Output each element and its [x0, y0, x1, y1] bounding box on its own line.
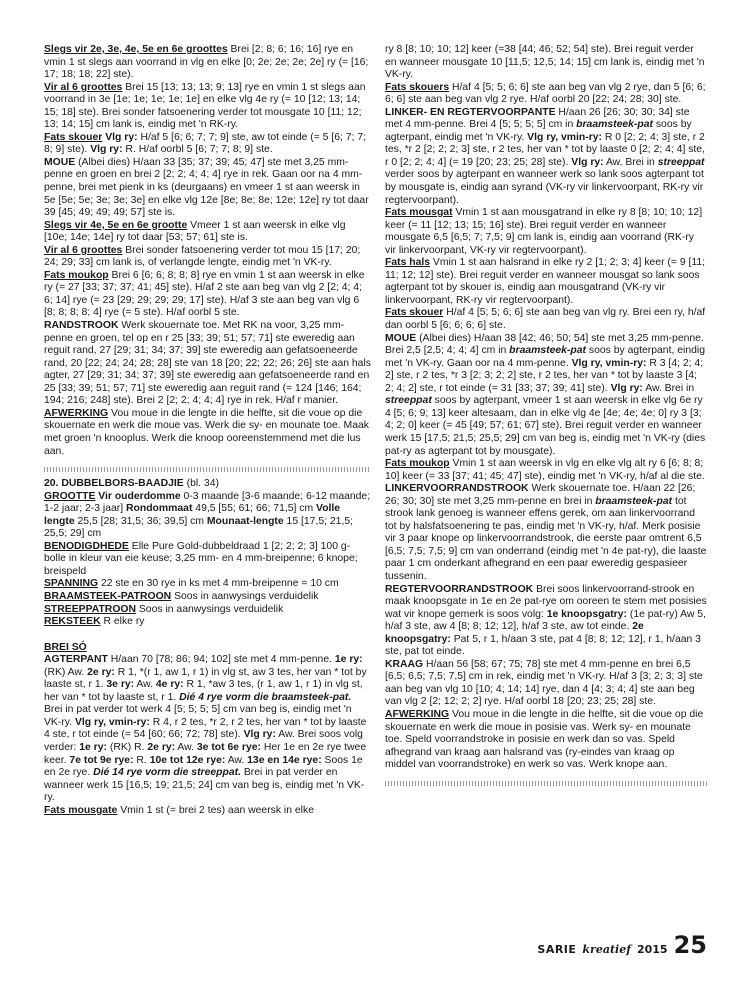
run-text: Brei soos linkervoorrand-strook en maak knoopsgate in 1e en 2e pat-rye om ooreen te stem met posisies wat vir knope gemerk is soos volg: [385, 583, 707, 620]
para-streeppatroon [44, 604, 371, 617]
run-emphasis: Vlg ry: [243, 729, 276, 741]
para-fats-moukop-right [385, 458, 707, 483]
run-text: H/aan 56 [58; 67; 75; 78] ste met 4 mm-penne en brei 6,5 [6,5; 6,5; 7,5; 7,5] cm in rek, eindig met 'n VK-ry. H/af 3 [3; 2; 3; 3] ste aan beg van vlg 10 [10; 4; 14; 14] rye, dan 4 [4; 3; 4; 4] ste aan beg van vlg 2 [2; 12; 2; 2] rye. H/af oorbl 18 [20; 23; 25; 28] ste. [385, 658, 703, 708]
brei-so-heading: BREI SÓ [44, 641, 87, 653]
para-regtervoorrandstrook [385, 584, 707, 659]
run-text: Soos in aanwysings verduidelik [135, 603, 284, 615]
page-number: 25 [673, 931, 707, 959]
para-agterpant [44, 654, 371, 805]
run-emphasis: Slegs vir 2e, 3e, 4e, 5e en 6e groottes [44, 44, 228, 55]
run-emphasis: Fats moukop [44, 269, 109, 281]
run-emphasis: 7e tot 9e rye: [69, 754, 134, 766]
run-text: 22 ste en 30 rye in ks met 4 mm-breipenne = 10 cm [98, 578, 339, 590]
run-text: soos by agterpant, vmeer 1 st aan weersk in elke vlg 6e ry 4 [5; 6; 9; 13] keer altesaam, dan in elke vlg 4e [4e; 4e; 4e; 0] ry 3 [3; 4; 2; 0] keer (= 45 [49; 57; 61; 67] ste). Brei reguit verder en wanneer werk 15 [17,5; 21,5; 25,5; 29] cm van beg is, eindig met 'n VK-ry (dies pat-ry as agterpant tot by mousgate). [385, 395, 706, 457]
run-emphasis: Vlg ry: [105, 131, 138, 143]
run-emphasis: Vlg ry, vmin-ry: [571, 357, 647, 369]
run-text: (1e pat-ry) Aw 5, h/af 3 ste, aw 4 [8; 8; 12; 12], h/af 3 ste, aw tot einde. [385, 608, 706, 633]
para-afwerking-right [385, 709, 707, 772]
run-emphasis: 2e ry: [147, 741, 176, 753]
run-text: Brei 15 [13; 13; 13; 9; 13] rye en vmin 1 st slegs aan voorrand in 3e [1e; 1e; 1e; 1e; 1e] en elke vlg 4e ry (= 10 [12; 13; 14; 15; 18] ste). Brei sonder fatsoenering verder tot mousgate 10 [11; 12; 13; 14; 15] cm lank is, eindig met 'n RK-ry. [44, 81, 366, 131]
run-text: H/aan 26 [26; 30; 30; 34] ste met 4 mm-penne. Brei 4 [5; 5; 5; 5] cm in [385, 106, 690, 131]
para-slegs-4e-6e [44, 220, 371, 245]
run-emphasis: AFWERKING [385, 708, 450, 720]
run-text: R 4, r 2 tes, *r 2, r 2 tes, her van * tot by laaste 4 ste, r tot einde (= 54 [60; 66; 72; 78] ste). [44, 716, 367, 741]
run-text: 0-3 maande [3-6 maande; 6-12 maande; 1-2 jaar; 2-3 jaar] [44, 490, 371, 515]
run-emphasis: 10e tot 12e rye: [149, 754, 226, 766]
run-text: Pat 5, r 1, h/aan 3 ste, pat 4 [8; 8; 12; 12], r 1, h/aan 3 ste, pat tot einde. [385, 633, 701, 658]
run-emphasis: LINKER- EN REGTERVOORPANTE [385, 106, 556, 118]
run-emphasis: AGTERPANT [44, 654, 108, 666]
run-text: R 1, *aw 3 tes, (r 1, aw 1, r 1) in vlg st, her van * tot by laaste st, r 1. [44, 679, 363, 703]
run-emphasis: Slegs vir 4e, 5e en 6e grootte [44, 219, 188, 231]
run-emphasis: braamsteek-pat [576, 119, 653, 131]
run-text: Brei sonder fatsoenering verder tot mou 15 [17; 20; 24; 29; 33] cm lank is, of verlangde lengte, eindig met 'n VK-ry. [44, 244, 361, 269]
para-moue-right [385, 333, 707, 458]
run-text: soos by agterpant, eindig met 'n VK-ry. Gaan oor na 4 mm-penne. [385, 345, 705, 369]
run-text: Aw. [175, 741, 197, 753]
para-fats-skouer-right [385, 307, 707, 332]
run-text: Vmin 1 st (= brei 2 tes) aan weersk in elke [117, 804, 314, 816]
run-emphasis: SPANNING [44, 578, 99, 590]
run-text: (Albei dies) H/aan 33 [35; 37; 39; 45; 47] ste met 3,25 mm-penne en groen en brei 2 [2; 2; 4; 4; 4] rye in rek. Gaan oor na 4 mm-penne, brei met pienk in ks (deurgaans) en vmeer 1 st aan weersk in 5e [5e; 5e; 3e; 3e; 3e] en elke vlg 12e [8e; 8e; 8e; 12e; 12e] ry tot daar 39 [45; 49; 49; 49; 57] ste is. [44, 156, 369, 219]
run-emphasis: streeppat [657, 156, 705, 168]
run-emphasis: 1e ry: [79, 741, 107, 753]
magazine-year: 2015 [636, 943, 668, 956]
para-randstrook [44, 320, 371, 408]
run-emphasis: MOUE [385, 332, 417, 344]
para-kraag [385, 659, 707, 709]
right-column [385, 44, 707, 792]
run-text: Brei in pat verder tot werk 4 [5; 5; 5; 5] cm van beg is, eindig met 'n VK-ry. [44, 704, 352, 728]
run-text: R elke ry [100, 616, 145, 628]
run-text: 49,5 [55; 61; 66; 71,5] cm [192, 503, 317, 515]
run-text: R. H/af oorbl 5 [6; 7; 7; 8; 9] ste. [122, 144, 273, 156]
run-emphasis: Rondommaat [126, 503, 193, 515]
run-emphasis: 3e ry: [106, 679, 135, 691]
run-emphasis: braamsteek-pat [509, 345, 586, 357]
run-text: H/af 5 [6; 6; 7; 7; 9] ste, aw tot einde (= 5 [6; 7; 7; 8; 9] ste). [44, 131, 366, 156]
run-text: Aw. Brei in [642, 382, 695, 394]
para-slegs-2e-6e [44, 44, 371, 82]
run-emphasis: BENODIGDHEDE [44, 540, 129, 552]
run-emphasis: LINKERVOORRANDSTROOK [385, 483, 529, 495]
para-spanning [44, 578, 371, 591]
run-emphasis: Vir al 6 groottes [44, 244, 123, 256]
section-divider-end [385, 781, 707, 786]
run-emphasis: KRAAG [385, 658, 424, 670]
para-fats-mousgat [385, 207, 707, 257]
run-text: tot strook lank genoeg is wanneer effens gerek, om aan linkervoorrand tot by halsfatsoenering te pas, eindig met 'n VK-ry, h/af. Merk posisie vir 3 paar knope op linkervoorrandstrook, die eerste paar omtrent 6,5 [6,5; 7,5; 7,5; 9] cm van onderrand (eindig met 'n 4e pat-ry), die laaste paar 1 cm onderkant afhegrand en een paar eweredig gespasieer tussenin. [385, 495, 707, 582]
run-text: H/af 4 [5; 5; 6; 6] ste aan beg van vlg 2 rye, dan 5 [6; 6; 6; 6] ste aan beg van vlg 2 rye. H/af oorbl 20 [22; 24; 28; 30] ste. [385, 81, 706, 106]
run-emphasis: 1e ry: [334, 654, 363, 666]
run-text: R 1, *(r 1, aw 1, r 1) in vlg st, aw 3 tes, her van * tot by laaste st, r 1. [44, 666, 367, 691]
run-text: Vmin 1 st aan mousgatrand in elke ry 8 [8; 10; 10; 12] keer (= 11 [12; 13; 15; 16] ste). Brei reguit verder en wanneer mousgate 6,5 [6,5; 7; 7,5; 9] cm lank is, eindig aan voorrand (RK-ry vir linkervoorpant, VK-ry vir regtervoorpant). [385, 207, 703, 256]
para-fats-mousgate [44, 805, 371, 818]
para-fats-hals [385, 257, 707, 307]
run-text: Vmeer 1 st aan weersk in elke vlg [10e; 14e; 14e] ry tot daar [53; 57; 61] ste is. [44, 219, 346, 244]
run-text: soos by agterpant, eindig met 'n VK-ry. [385, 119, 692, 143]
para-linkervoorrandstrook [385, 483, 707, 583]
para-vir-al-6-groottes-2 [44, 245, 371, 270]
page-footer [537, 931, 707, 959]
para-afwerking [44, 408, 371, 458]
run-emphasis: Fats hals [385, 257, 431, 269]
para-reksteek [44, 616, 371, 629]
run-emphasis: braamsteek-pat [595, 495, 673, 507]
run-emphasis: Vlg ry: [571, 156, 604, 168]
run-emphasis: Fats skouer [385, 307, 444, 319]
run-text: Elle Pure Gold-dubbeldraad 1 [2; 2; 2; 3] 100 g-bolle in kleur van eie keuse; 3,25 mm- en 4 mm-breipenne; 6 knope; breispeld [44, 540, 358, 577]
para-moue [44, 157, 371, 220]
para-braamsteek-patroon [44, 591, 371, 604]
run-emphasis: Fats skouer [44, 131, 103, 143]
para-fats-skouers [385, 82, 707, 107]
run-text: H/af 4 [5; 5; 6; 6] ste aan beg van vlg ry. Brei een ry, h/af dan oorbl 5 [6; 6; 6; 6] ste. [385, 307, 706, 332]
run-emphasis: Vlg ry: [90, 144, 123, 156]
run-text: R 3 [4; 2; 4; 2] ste, r 2 tes, *r 3 [2; 3; 2; 2] ste, r 2 tes, her van * tot by laaste 3 [4; 2; 4; 2] ste, r tot einde (= 31 [33; 37; 39; 41] ste). [385, 357, 704, 394]
section-divider [44, 467, 371, 472]
run-text: H/aan 70 [78; 86; 94; 102] ste met 4 mm-penne. [107, 654, 335, 666]
run-text: Vou moue in die lengte in die helfte, sit die voue op die skouernate en werk die moue in posisie vas. Werk sy- en mounate toe. Speld voorrandstroke in posisie en werk dan so vas. Speld afhegrand van kraag aan halsrand vas (ry-eindes van kraag op middel van voorrandstroke) en werk so vas. Werk knope aan. [385, 708, 704, 771]
run-emphasis: STREEPPATROON [44, 603, 136, 615]
run-emphasis: Fats mousgat [385, 207, 453, 219]
magazine-edition: kreatief [582, 943, 631, 956]
run-emphasis: Vlg ry, vmin-ry: [74, 716, 150, 728]
run-text: Brei 6 [6; 6; 8; 8; 8] rye en vmin 1 st aan weersk in elke ry (= 27 [33; 37; 37; 41; 45] ste). H/af 2 ste aan beg van vlg 2 [2; 4; 4; 6; 14] rye (= 23 [29; 29; 29; 29; 17] ste). H/af 3 ste aan beg van vlg 6 [8; 8; 8; 8; 4] rye (= 5 ste). H/af oorbl 5 ste. [44, 269, 365, 319]
magazine-name: SARIE [537, 943, 577, 956]
run-emphasis: Vir al 6 groottes [44, 81, 123, 93]
run-emphasis: BRAAMSTEEK-PATROON [44, 590, 172, 602]
run-emphasis: 1e knoopsgatry: [546, 608, 627, 620]
run-emphasis: 2e knoopsgatry: [385, 621, 644, 645]
run-emphasis: streeppat [385, 395, 432, 407]
run-text: Brei in pat verder en wanneer werk 15 [16,5; 19; 21,5; 24] cm van beg is, eindig met 'n VK-ry. [44, 767, 365, 804]
run-emphasis: AFWERKING [44, 407, 109, 419]
run-emphasis: GROOTTE [44, 490, 96, 502]
run-text: Soos in aanwysings verduidelik [171, 590, 319, 602]
run-text: R 0 [2; 2; 4; 3] ste, r 2 tes, *r 2 [2; 2; 2; 3] ste, r 2 tes, her van * tot by laaste 0 [2; 2; 4; 4] ste, r 0 [2; 2; 4; 4] (= 19 [20; 23; 25; 28] ste). [385, 131, 705, 168]
para-continuation [385, 44, 707, 82]
run-text: Aw. [134, 679, 156, 691]
run-text: ry 8 [8; 10; 10; 12] keer (=38 [44; 46; 52; 54] ste). Brei reguit verder en wanneer mousgate 10 [11,5; 12,5; 14; 15] cm lank is, eindig met 'n VK-ry. [385, 44, 705, 81]
para-grootte [44, 491, 371, 541]
section-title: 20. DUBBELBORS-BAADJIE [44, 478, 184, 490]
section-heading [44, 478, 371, 491]
run-emphasis: Fats moukop [385, 458, 450, 470]
run-text: Aw. Brei in [603, 156, 658, 168]
run-emphasis: Volle lengte [44, 503, 341, 527]
left-column [44, 44, 371, 817]
run-text: verder soos by agterpant en wanneer werk so lank soos agterpant tot by mousgate is, eindig aan syrand (VK-ry vir linkervoorpant, RK-ry vir regtervoorpant). [385, 169, 704, 206]
run-emphasis: REGTERVOORRANDSTROOK [385, 583, 534, 595]
run-emphasis: MOUE [44, 156, 76, 168]
run-emphasis: Dié 14 rye vorm die streeppat. [93, 767, 241, 779]
run-emphasis: REKSTEEK [44, 616, 101, 628]
run-text: Werk skouernate toe. H/aan 22 [26; 26; 30; 30] ste met 3,25 mm-penne en brei in [385, 483, 696, 507]
run-text: 15 [17,5; 21,5; 25,5; 29] cm [44, 515, 353, 540]
run-text: Vmin 1 st aan halsrand in elke ry 2 [1; 2; 3; 4] keer (= 9 [11; 11; 12; 12] ste). Brei reguit verder en wanneer mousgat so lank soos agterpant tot by skouer is, eindig aan mousgatrand (VK-ry vir linkervoorpant, RK-ry vir regtervoorpant). [385, 257, 706, 306]
run-text: (Albei dies) H/aan 38 [42; 46; 50; 54] ste met 3,25 mm-penne. Brei 2,5 [2,5; 4; 4; 4] cm in [385, 332, 704, 357]
run-text: Brei [2; 8; 6; 16; 16] rye en vmin 1 st slegs aan voorrand in vlg en elke [0; 2e; 2e; 2e; 2e] ry (= [16; 17; 18; 18; 22] ste). [44, 44, 369, 81]
run-text: Aw. Brei soos volg verder: [44, 729, 363, 753]
section-page-ref: (bl. 34) [183, 478, 219, 490]
para-fats-skouer [44, 132, 371, 157]
run-text: Vou moue in die lengte in die helfte, sit die voue op die skouernate en werk die moue vas. Werk die sy- en mounate toe. Maak met groen 'n knooplus. Werk die knoop ooreenstemmend met die lus aan. [44, 407, 369, 457]
para-benodigdhede [44, 541, 371, 579]
run-text: 25,5 [28; 31,5; 36; 39,5] cm [74, 515, 207, 527]
run-emphasis: Vlg ry: [610, 382, 643, 394]
para-voorpante [385, 107, 707, 207]
run-emphasis: Vir ouderdomme [98, 490, 181, 502]
run-emphasis: Dié 4 rye vorm die braamsteek-pat. [179, 691, 352, 703]
run-emphasis: 13e en 14e rye: [247, 754, 322, 766]
run-emphasis: Mounaat-lengte [206, 515, 284, 527]
run-emphasis: 3e tot 6e rye: [196, 741, 261, 753]
para-fats-moukop [44, 270, 371, 320]
run-text: Vmin 1 st aan weersk in vlg en elke vlg alt ry 6 [6; 8; 8; 10] keer (= 33 [37; 41; 45; 47] ste), eindig met 'n VK-ry, h/af al die ste. [385, 458, 705, 482]
run-text: Werk skouernate toe. Met RK na voor, 3,25 mm-penne en groen, tel op en r 25 [33; 39; 51; 57; 71] ste eweredig aan reguit rand, 27 [29; 31; 34; 37; 39] ste eweredig aan gefatsoeneerde rand, 20 [22; 24; 24; 28; 28] ste van 18 [20; 22; 22; 26; 26] ste aan hals agter, 27 [29; 31; 34; 37; 39] ste eweredig aan gefatsoeneerde rand en 25 [33; 39; 51; 57; 71] ste eweredig aan reguit rand (= 124 [146; 164; 194; 216; 248] ste). Brei 2 [2; 2; 4; 4; 4] rye in rek. H/af r manier. [44, 320, 371, 407]
para-vir-al-6-groottes-1 [44, 82, 371, 132]
run-emphasis: 4e ry: [155, 679, 184, 691]
run-text: (RK) R. [106, 741, 148, 753]
run-emphasis: 2e ry: [87, 666, 115, 678]
run-text: Aw. [225, 754, 248, 766]
run-text: Soos 1e en 2e rye. [44, 754, 363, 779]
run-emphasis: Fats skouers [385, 81, 450, 93]
run-text: (RK) Aw. [44, 666, 88, 678]
run-emphasis: Vlg ry, vmin-ry: [527, 131, 603, 143]
run-emphasis: Fats mousgate [44, 804, 118, 816]
run-text: Her 1e en 2e rye twee keer. [44, 741, 367, 766]
run-emphasis: RANDSTROOK [44, 320, 119, 332]
run-text: R. [133, 754, 150, 766]
